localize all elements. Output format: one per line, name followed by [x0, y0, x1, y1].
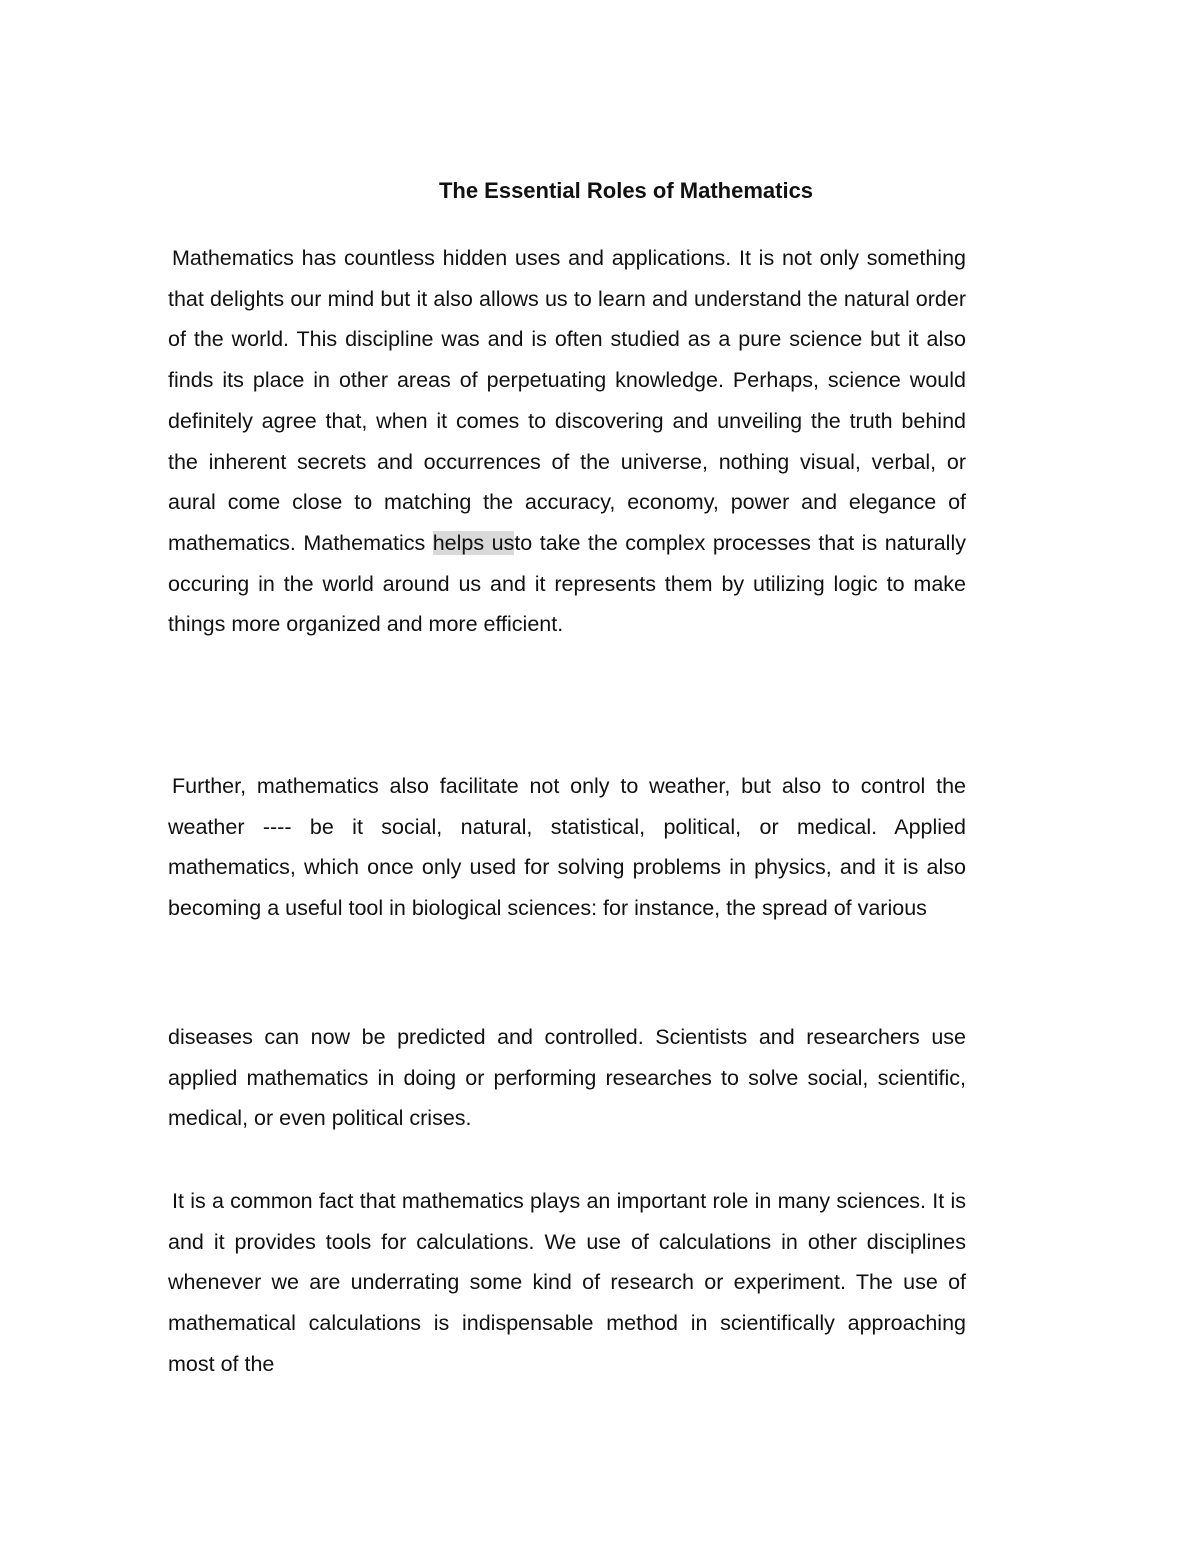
document-title: The Essential Roles of Mathematics: [438, 178, 814, 203]
paragraph-1-text-start: Mathematics has countless hidden uses and applications. It is not only something that delights our mind but it also allows us to learn and understand the natural order of the world. This discipline was and is often studied as a pure science but it also finds its place in other areas of perpetuating knowledge. Perhaps, science would definitely agree that, when it comes to discovering and unveiling the truth behind the inherent secrets and occurrences of the universe, nothing visual, verbal, or aural come close to matching the accuracy, economy, power and elegance of mathematics. Mathematics: [168, 246, 966, 555]
paragraph-2-text: Further, mathematics also facilitate not only to weather, but also to control the weather ---- be it social, natural, statistical, political, or medical. Applied mathematics, which once only used for solving problems in physics, and it is also becoming a useful tool in biological sciences: for instance, the spread of various: [168, 774, 966, 921]
paragraph-4-text: It is a common fact that mathematics plays an important role in many sciences. It is and it provides tools for calculations. We use of calculations in other disciplines whenever we are underrating some kind of research or experiment. The use of mathematical calculations is indispensable method in scientifically approaching most of the: [168, 1189, 966, 1376]
paragraph-2: [168, 766, 966, 929]
highlighted-text: helps us: [432, 530, 515, 555]
paragraph-1-text-end: to take the complex processes that is naturally occuring in the world around us and it represents them by utilizing logic to make things more organized and more efficient.: [168, 530, 966, 637]
paragraph-1: [168, 238, 966, 645]
paragraph-3: diseases can now be predicted and controlled. Scientists and researchers use applied mathematics in doing or performing researches to solve social, scientific, medical, or even political crises.: [168, 1025, 966, 1131]
paragraph-4: [168, 1181, 966, 1385]
